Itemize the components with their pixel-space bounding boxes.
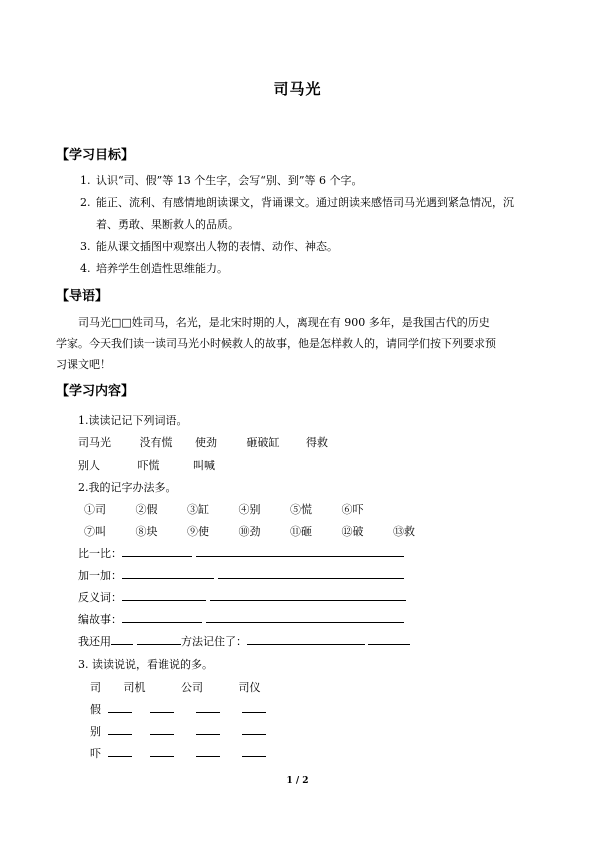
vocab-word: 没有慌	[139, 436, 173, 449]
goal-item	[80, 258, 520, 280]
add-line	[78, 567, 404, 583]
goal-text: 培养学生创造性思维能力。	[96, 262, 228, 275]
char-item: ⑨使	[187, 525, 209, 538]
part1-heading: 1.读读记记下列词语。	[78, 414, 188, 427]
answer-blank[interactable]	[242, 702, 266, 713]
answer-blank[interactable]	[402, 634, 410, 645]
vocab-word: 吓慌	[137, 459, 160, 472]
char-item: ⑩劲	[238, 525, 261, 538]
goal-number: 2.	[80, 196, 91, 209]
char-item: ⑬救	[393, 525, 415, 538]
row-char: 吓	[90, 747, 101, 760]
answer-blank[interactable]	[396, 568, 404, 579]
word-header-row	[90, 679, 261, 695]
fill-row	[90, 745, 266, 761]
vocab-word: 别人	[78, 459, 100, 472]
intro-paragraph: 司马光□□姓司马，名光，是北宋时期的人，离现在有 900 多年，是我国古代的历史学家。今天我们读一读司马光小时候救人的故事，他是怎样救人的，请同学们按下列要求预习课文吧！	[56, 316, 496, 371]
goal-text: 能正、流利、有感情地朗读课文，背诵课文。通过朗读来感悟司马光遇到紧急情况，沉着、勇敢、果断救人的品质。	[96, 196, 514, 231]
word-cell: 司	[90, 681, 101, 694]
antonym-line	[78, 589, 406, 605]
char-row-2	[84, 523, 415, 539]
answer-blank[interactable]	[218, 568, 396, 579]
answer-blank[interactable]	[108, 702, 132, 713]
answer-blank[interactable]	[196, 746, 220, 757]
answer-blank[interactable]	[210, 590, 378, 601]
vocab-word: 砸破缸	[246, 436, 280, 449]
answer-blank[interactable]	[122, 546, 192, 557]
page-title: 司马光	[273, 80, 322, 98]
answer-blank[interactable]	[242, 746, 266, 757]
answer-blank[interactable]	[150, 702, 174, 713]
answer-blank[interactable]	[196, 724, 220, 735]
fill-row	[90, 723, 266, 739]
answer-blank[interactable]	[382, 612, 404, 623]
section-heading-content: 【学习内容】	[56, 384, 135, 399]
answer-blank[interactable]	[108, 746, 132, 757]
char-item: ⑦叫	[84, 525, 106, 538]
answer-blank[interactable]	[111, 634, 133, 645]
goal-item	[80, 192, 520, 236]
part3-heading: 3. 读读说说，看谁说的多。	[78, 658, 213, 671]
char-item: ⑤慌	[290, 503, 312, 516]
goal-text: 认识“司、假”等 13 个生字，会写“别、到”等 6 个字。	[96, 174, 363, 187]
vocab-word: 得救	[306, 436, 328, 449]
answer-blank[interactable]	[108, 724, 132, 735]
add-label: 加一加：	[78, 569, 122, 582]
char-item: ②假	[135, 503, 158, 516]
vocab-row-1	[78, 434, 328, 450]
answer-blank[interactable]	[242, 724, 266, 735]
goal-item	[80, 236, 520, 258]
char-item: ⑪砸	[290, 525, 312, 538]
word-cell: 司仪	[238, 681, 261, 694]
char-item: ⑧块	[135, 525, 158, 538]
goal-number: 3.	[80, 240, 91, 253]
answer-blank[interactable]	[196, 702, 220, 713]
answer-blank[interactable]	[171, 634, 181, 645]
vocab-word: 司马光	[78, 436, 111, 449]
answer-blank[interactable]	[122, 590, 206, 601]
row-char: 别	[90, 725, 101, 738]
story-label: 编故事：	[78, 613, 122, 626]
row-char: 假	[90, 703, 101, 716]
method-line	[78, 633, 410, 649]
answer-blank[interactable]	[378, 590, 406, 601]
section-heading-intro: 【导语】	[56, 289, 109, 304]
antonym-label: 反义词：	[78, 591, 122, 604]
goal-text: 能从课文插图中观察出人物的表情、动作、神态。	[96, 240, 338, 253]
answer-blank[interactable]	[150, 746, 174, 757]
char-item: ①司	[84, 503, 106, 516]
answer-blank[interactable]	[122, 612, 202, 623]
vocab-word: 叫喊	[193, 459, 215, 472]
part2-heading: 2.我的记字办法多。	[78, 481, 177, 494]
vocab-word: 使劲	[195, 436, 217, 449]
method-label-b: 方法记住了：	[181, 635, 247, 648]
answer-blank[interactable]	[122, 568, 214, 579]
char-item: ⑥吓	[341, 503, 364, 516]
compare-label: 比一比：	[78, 547, 122, 560]
answer-blank[interactable]	[137, 634, 171, 645]
method-label-a: 我还用	[78, 635, 111, 648]
answer-blank[interactable]	[206, 612, 382, 623]
goal-number: 1.	[80, 174, 91, 187]
answer-blank[interactable]	[150, 724, 174, 735]
word-cell: 司机	[123, 681, 146, 694]
goal-item	[80, 170, 520, 192]
goal-number: 4.	[80, 262, 91, 275]
answer-blank[interactable]	[247, 634, 365, 645]
char-item: ⑫破	[341, 525, 364, 538]
char-item: ③缸	[187, 503, 209, 516]
vocab-row-2	[78, 457, 215, 473]
word-cell: 公司	[181, 681, 203, 694]
section-heading-goals: 【学习目标】	[56, 148, 135, 163]
story-line	[78, 611, 404, 627]
char-item: ④别	[238, 503, 261, 516]
answer-blank[interactable]	[368, 634, 402, 645]
compare-line	[78, 545, 404, 561]
fill-row	[90, 701, 266, 717]
char-row-1	[84, 501, 364, 517]
answer-blank[interactable]	[196, 546, 370, 557]
page-number: 1 / 2	[286, 776, 309, 786]
answer-blank[interactable]	[370, 546, 404, 557]
